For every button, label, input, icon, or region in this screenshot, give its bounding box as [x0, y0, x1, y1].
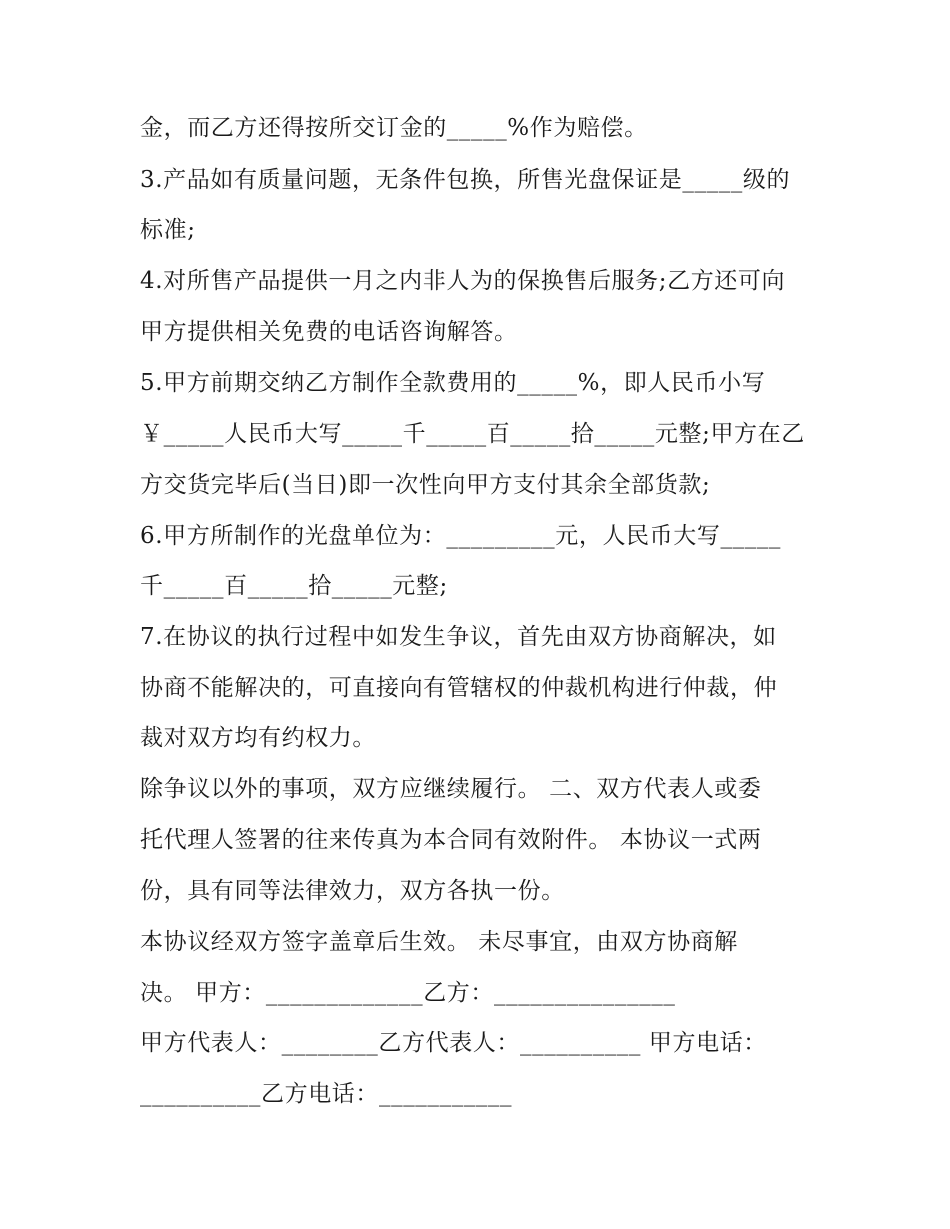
text-line-13: 裁对双方均有约权力。 [140, 725, 376, 751]
text-line-8: 方交货完毕后(当日)即一次性向甲方支付其余全部货款; [140, 472, 711, 498]
text-line-17: 本协议经双方签字盖章后生效。 未尽事宜，由双方协商解 [140, 929, 738, 955]
text-line-18: 决。 甲方：_____________乙方：_______________ [140, 980, 676, 1006]
text-line-2: 3.产品如有质量问题，无条件包换，所售光盘保证是_____级的 [140, 167, 791, 193]
text-line-9: 6.甲方所制作的光盘单位为：_________元，人民币大写_____ [140, 523, 781, 549]
text-line-19: 甲方代表人：________乙方代表人：__________ 甲方电话： [140, 1030, 767, 1056]
text-line-15: 托代理人签署的往来传真为本合同有效附件。 本协议一式两 [140, 827, 762, 853]
text-line-20: __________乙方电话：___________ [140, 1081, 513, 1107]
text-line-12: 协商不能解决的，可直接向有管辖权的仲裁机构进行仲裁，仲 [140, 675, 778, 701]
text-line-16: 份，具有同等法律效力，双方各执一份。 [140, 878, 565, 904]
text-line-1: 金，而乙方还得按所交订金的_____%作为赔偿。 [140, 115, 648, 141]
text-line-7: ￥_____人民币大写_____千_____百_____拾_____元整;甲方在乙 [140, 421, 805, 447]
text-line-11: 7.在协议的执行过程中如发生争议，首先由双方协商解决，如 [140, 624, 777, 650]
text-line-3: 标准; [140, 217, 196, 243]
text-line-14: 除争议以外的事项，双方应继续履行。 二、双方代表人或委 [140, 776, 762, 802]
text-line-4: 4.对所售产品提供一月之内非人为的保换售后服务;乙方还可向 [140, 268, 786, 294]
text-line-6: 5.甲方前期交纳乙方制作全款费用的_____%，即人民币小写 [140, 370, 766, 396]
text-line-10: 千_____百_____拾_____元整; [140, 573, 448, 599]
text-line-5: 甲方提供相关免费的电话咨询解答。 [140, 319, 518, 345]
